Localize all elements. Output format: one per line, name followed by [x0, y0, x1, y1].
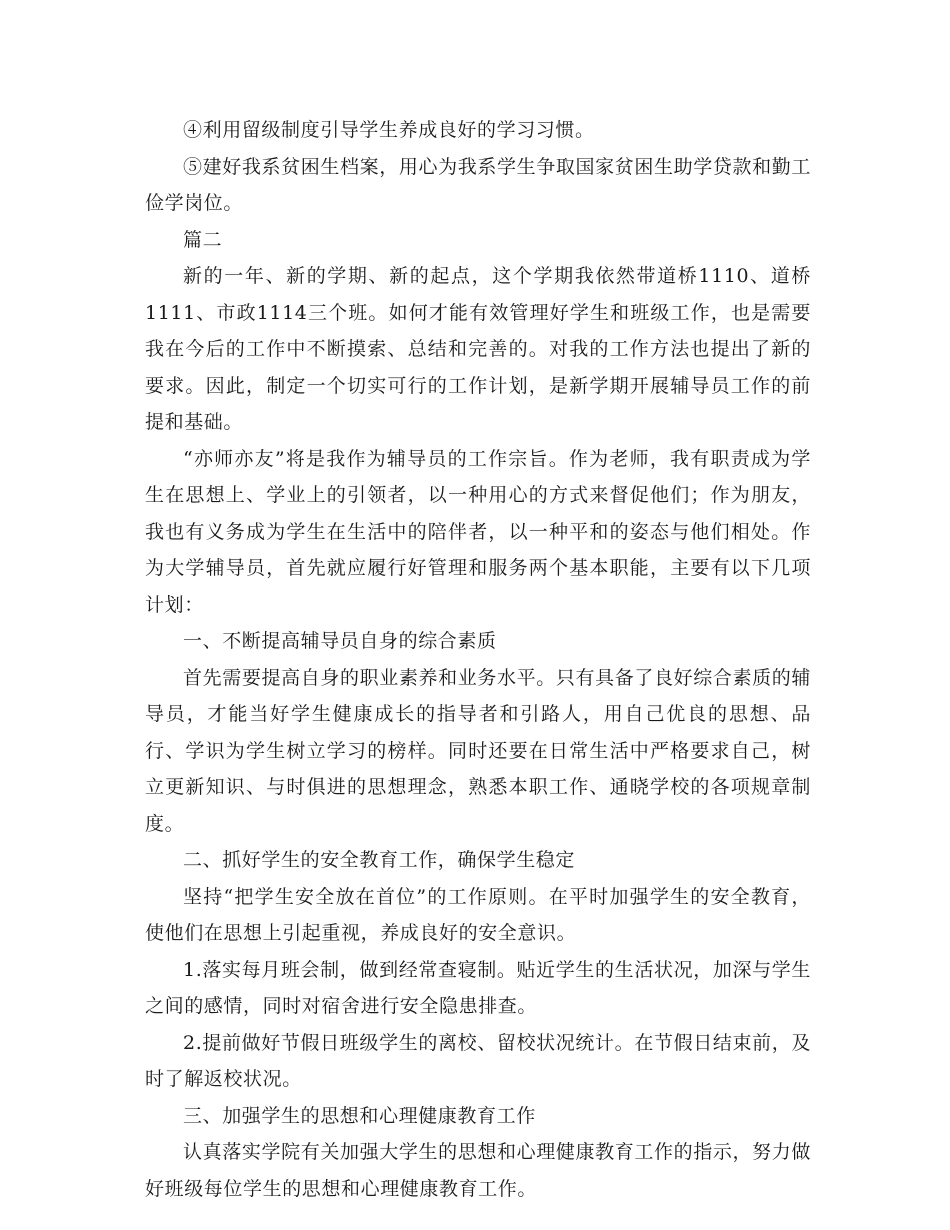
heading-section-3: 三、加强学生的思想和心理健康教育工作	[183, 1104, 536, 1127]
paragraph-section-2: 坚持“把学生安全放在首位”的工作原则。在平时加强学生的安全教育，使他们在思想上引起重视，养成良好的安全意识。	[145, 885, 811, 944]
paragraph-section-3: 认真落实学院有关加强大学生的思想和心理健康教育工作的指示，努力做好班级每位学生的思想和心理健康教育工作。	[145, 1141, 811, 1200]
paragraph-item-4: ④利用留级制度引导学生养成良好的学习习惯。	[183, 119, 595, 141]
paragraph-section-1: 首先需要提高自身的职业素养和业务水平。只有具备了良好综合素质的辅导员，才能当好学生健康成长的指导者和引路人，用自己优良的思想、品行、学识为学生树立学习的榜样。同时还要在日常生活中严格要求自己，树立更新知识、与时俱进的思想理念，熟悉本职工作、通晓学校的各项规章制度。	[145, 666, 811, 835]
heading-section-2: 二、抓好学生的安全教育工作，确保学生稳定	[183, 849, 576, 871]
section-title-part-two: 篇二	[183, 228, 223, 251]
paragraph-intro: 新的一年、新的学期、新的起点，这个学期我依然带道桥1110、道桥1111、市政1114三个班。如何才能有效管理好学生和班级工作，也是需要我在今后的工作中不断摸索、总结和完善的。对我的工作方法也提出了新的要求。因此，制定一个切实可行的工作计划，是新学期开展辅导员工作的前提和基础。	[145, 265, 811, 433]
document-page	[145, 112, 811, 1207]
list-item-1: 1.落实每月班会制，做到经常查寝制。贴近学生的生活状况，加深与学生之间的感情，同时对宿舍进行安全隐患排查。	[145, 958, 811, 1017]
heading-section-1: 一、不断提高辅导员自身的综合素质	[183, 630, 497, 652]
paragraph-item-5: ⑤建好我系贫困生档案，用心为我系学生争取国家贫困生助学贷款和勤工俭学岗位。	[145, 155, 811, 214]
paragraph-motto: “亦师亦友”将是我作为辅导员的工作宗旨。作为老师，我有职责成为学生在思想上、学业上的引领者，以一种用心的方式来督促他们；作为朋友，我也有义务成为学生在生活中的陪伴者，以一种平和的姿态与他们相处。作为大学辅导员，首先就应履行好管理和服务两个基本职能，主要有以下几项计划：	[145, 447, 811, 616]
list-item-2: 2.提前做好节假日班级学生的离校、留校状况统计。在节假日结束前，及时了解返校状况。	[145, 1031, 811, 1090]
